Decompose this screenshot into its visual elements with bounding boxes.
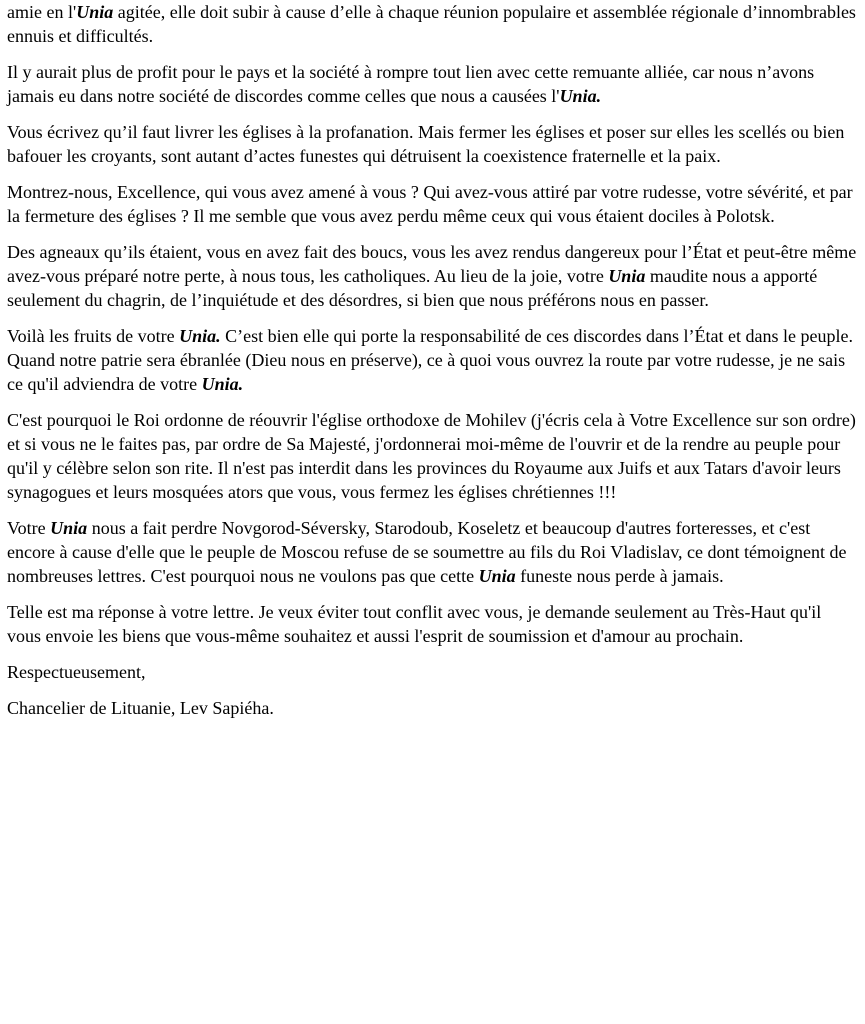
paragraph-8 <box>7 516 857 588</box>
emphasis-unia: Unia. <box>179 326 221 346</box>
text-segment: Voilà les fruits de votre <box>7 326 180 346</box>
emphasis-unia: Unia <box>478 566 516 586</box>
text-segment: C'est pourquoi le Roi ordonne de réouvrir l'église orthodoxe de Mohilev (j'écris cela à Votre Excellence sur son ordre) et si vous ne le faites pas, par ordre de Sa Majesté, j'ordonnerai moi-même de l'ouvrir et de la rendre au peuple pour qu'il y célèbre selon son rite. Il n'est pas interdit dans les provinces du Royaume aux Juifs et aux Tatars d'avoir leurs synagogues et leurs mosquées ators que vous, vous fermez les églises chrétiennes !!! <box>7 410 856 502</box>
paragraph-3 <box>7 120 857 168</box>
text-segment: funeste nous perde à jamais. <box>515 566 724 586</box>
closing-salutation: Respectueusement, <box>7 662 146 682</box>
text-segment: C’est bien elle qui porte la responsabilité de ces discordes dans l’État et dans le peuple. Quand notre patrie sera ébranlée (Dieu nous en préserve), ce à quoi vous ouvrez la route par votre rudesse, je ne sais ce qu'il adviendra de votre <box>7 326 853 394</box>
paragraph-4 <box>7 180 857 228</box>
paragraph-2 <box>7 60 857 108</box>
paragraph-1 <box>7 0 857 48</box>
emphasis-unia: Unia <box>50 518 88 538</box>
emphasis-unia: Unia <box>608 266 646 286</box>
text-segment: Il y aurait plus de profit pour le pays et la société à rompre tout lien avec cette remuante alliée, car nous n’avons jamais eu dans notre société de discordes comme celles que nous a causées l' <box>7 62 815 106</box>
text-segment: Vous écrivez qu’il faut livrer les églises à la profanation. Mais fermer les églises et poser sur elles les scellés ou bien bafouer les croyants, sont autant d’actes funestes qui détruisent la coexistence fraternelle et la paix. <box>7 122 845 166</box>
paragraph-7 <box>7 408 857 504</box>
text-segment: Montrez-nous, Excellence, qui vous avez amené à vous ? Qui avez-vous attiré par votre rudesse, votre sévérité, et par la fermeture des églises ? Il me semble que vous avez perdu même ceux qui vous étaient dociles à Polotsk. <box>7 182 853 226</box>
text-segment: nous a fait perdre Novgorod-Séversky, Starodoub, Koseletz et beaucoup d'autres forteresses, et c'est encore à cause d'elle que le peuple de Moscou refuse de se soumettre au fils du Roi Vladislav, ce dont témoignent de nombreuses lettres. C'est pourquoi nous ne voulons pas que cette <box>7 518 847 586</box>
text-segment: Telle est ma réponse à votre lettre. Je veux éviter tout conflit avec vous, je demande seulement au Très-Haut qu'il vous envoie les biens que vous-même souhaitez et aussi l'esprit de soumission et d'amour au prochain. <box>7 602 822 646</box>
emphasis-unia: Unia. <box>559 86 602 106</box>
emphasis-unia: Unia <box>76 2 114 22</box>
signature: Chancelier de Lituanie, Lev Sapiéha. <box>7 698 274 718</box>
text-segment: agitée, elle doit subir à cause d’elle à chaque réunion populaire et assemblée régionale d’innombrables ennuis et difficultés. <box>7 2 856 46</box>
emphasis-unia: Unia. <box>201 374 244 394</box>
text-segment: maudite nous a apporté seulement du chagrin, de l’inquiétude et des désordres, si bien que nous préférons nous en passer. <box>7 266 818 310</box>
paragraph-5 <box>7 240 857 312</box>
text-segment: amie en l' <box>7 2 77 22</box>
paragraph-9 <box>7 600 857 648</box>
text-segment: Des agneaux qu’ils étaient, vous en avez fait des boucs, vous les avez rendus dangereux pour l’État et peut-être même avez-vous préparé notre perte, à nous tous, les catholiques. Au lieu de la joie, votre <box>7 242 857 286</box>
paragraph-6 <box>7 324 857 396</box>
text-segment: Votre <box>7 518 51 538</box>
